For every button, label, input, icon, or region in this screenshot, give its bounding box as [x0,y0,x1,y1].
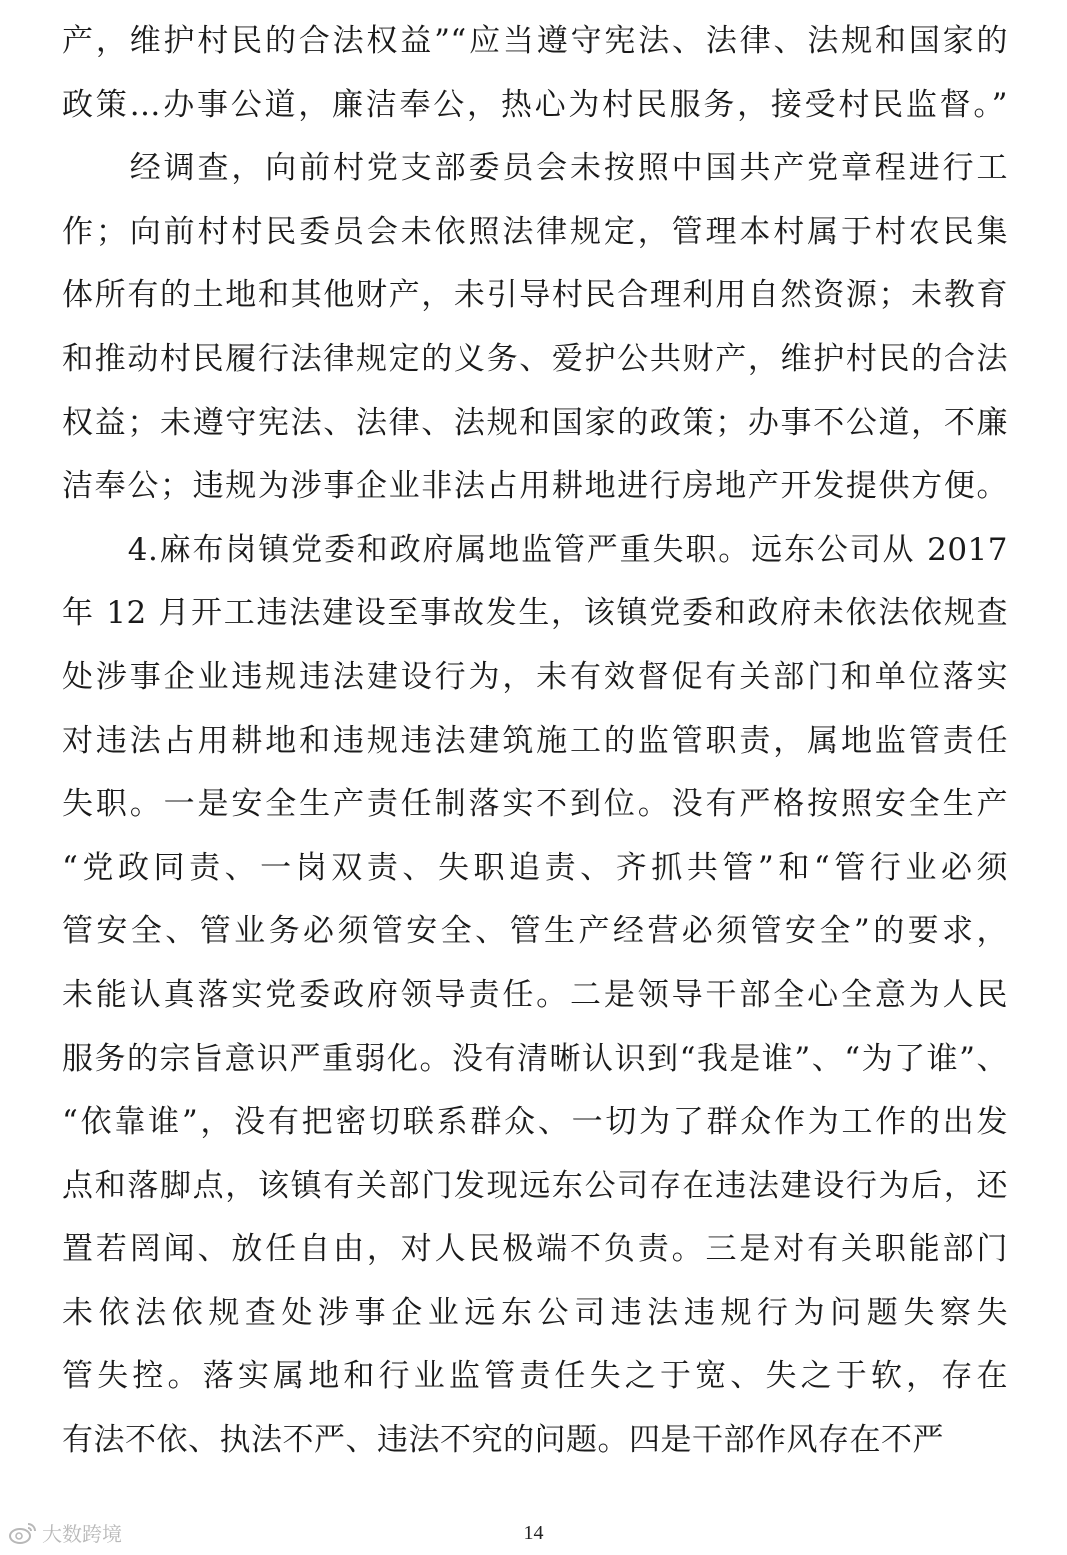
text-line: “党政同责、一岗双责、失职追责、齐抓共管”和“管行业必须 [62,849,1008,886]
text-line: “依靠谁”，没有把密切联系群众、一切为了群众作为工作的出发 [62,1104,1008,1141]
page-number: 14 [523,1522,544,1544]
text-line: 作；向前村村民委员会未依照法律规定，管理本村属于村农民集 [62,213,1008,250]
text-line: 对违法占用耕地和违规违法建筑施工的监管职责，属地监管责任 [62,722,1008,759]
text-line: 未依法依规查处涉事企业远东公司违法违规行为问题失察失 [62,1294,1008,1331]
text-line: 4.麻布岗镇党委和政府属地监管严重失职。远东公司从 2017 [62,531,1008,568]
text-line: 置若罔闻、放任自由，对人民极端不负责。三是对有关职能部门 [62,1231,1008,1268]
text-line: 点和落脚点，该镇有关部门发现远东公司存在违法建设行为后，还 [62,1167,1008,1204]
text-line: 政策…办事公道，廉洁奉公，热心为村民服务，接受村民监督。” [62,86,1008,123]
text-line: 体所有的土地和其他财产，未引导村民合理利用自然资源；未教育 [62,277,1008,314]
text-line: 年 12 月开工违法建设至事故发生，该镇党委和政府未依法依规查 [62,595,1008,632]
text-line: 有法不依、执法不严、违法不究的问题。四是干部作风存在不严 [62,1422,944,1459]
text-line: 洁奉公；违规为涉事企业非法占用耕地进行房地产开发提供方便。 [62,468,1008,505]
text-line: 和推动村民履行法律规定的义务、爱护公共财产，维护村民的合法 [62,340,1008,377]
text-line: 经调查，向前村党支部委员会未按照中国共产党章程进行工 [62,150,1008,187]
text-line: 处涉事企业违规违法建设行为，未有效督促有关部门和单位落实 [62,658,1008,695]
text-line: 管失控。落实属地和行业监管责任失之于宽、失之于软，存在 [62,1358,1008,1395]
text-line: 权益；未遵守宪法、法律、法规和国家的政策；办事不公道，不廉 [62,404,1008,441]
watermark-text: 大数跨境 [42,1522,122,1546]
text-line: 失职。一是安全生产责任制落实不到位。没有严格按照安全生产 [62,786,1008,823]
text-line: 未能认真落实党委政府领导责任。二是领导干部全心全意为人民 [62,976,1008,1013]
text-line: 产，维护村民的合法权益”“应当遵守宪法、法律、法规和国家的 [62,23,1008,59]
body-text [62,10,1008,1473]
text-line: 服务的宗旨意识严重弱化。没有清晰认识到“我是谁”、“为了谁”、 [62,1040,1008,1077]
text-line: 管安全、管业务必须管安全、管生产经营必须管安全”的要求， [62,913,1008,950]
